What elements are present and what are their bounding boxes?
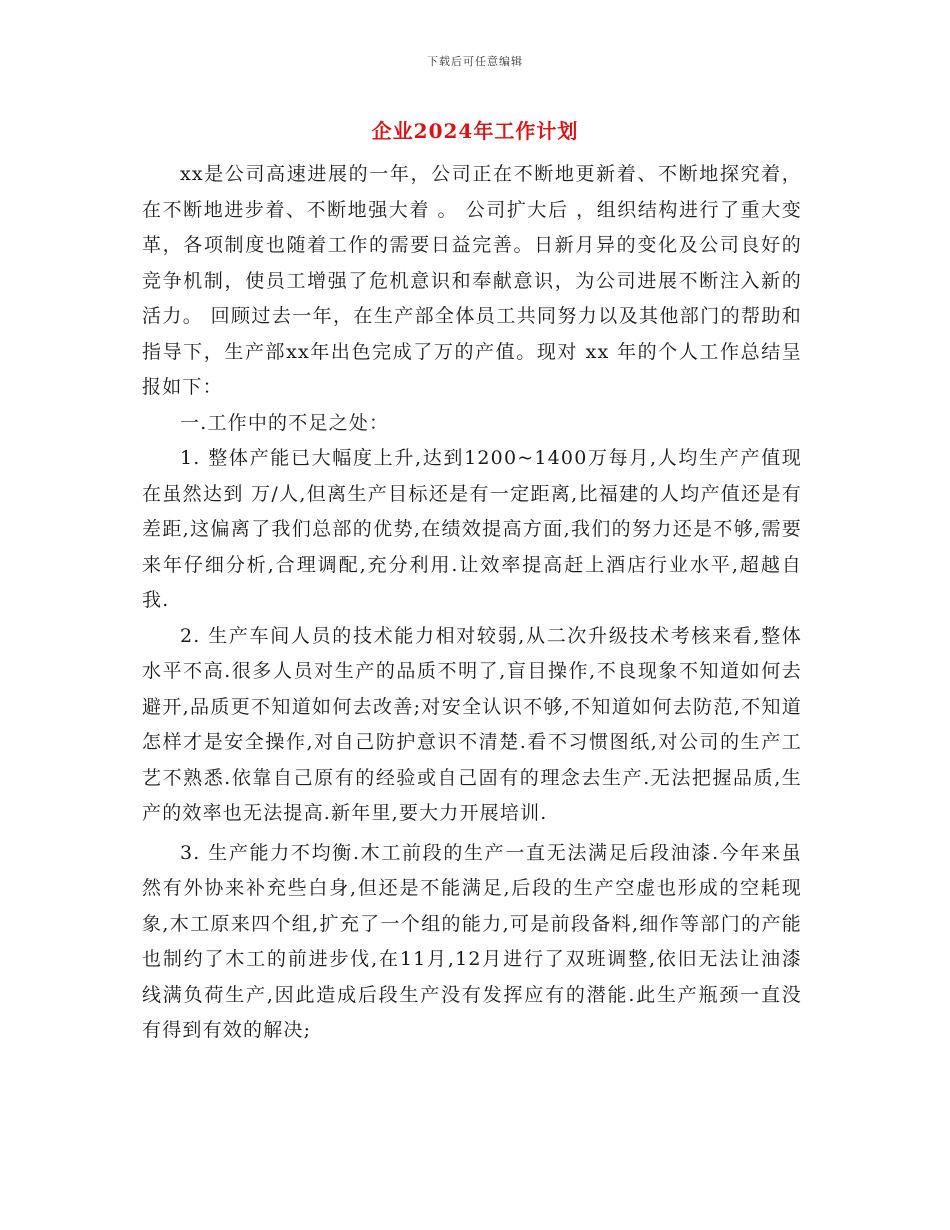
paragraph-intro: xx是公司高速进展的一年，公司正在不断地更新着、不断地探究着，在不断地进步着、不断地强大着 。 公司扩大后 ，组织结构进行了重大变革，各项制度也随着工作的需要日益完善。日新月异的变化及公司良好的竞争机制，使员工增强了危机意识和奉献意识，为公司进展不断注入新的活力。 回顾过去一年，在生产部全体员工共同努力以及其他部门的帮助和指导下，生产部xx年出色完成了万的产值。现对 xx 年的个人工作总结呈报如下：: [142, 163, 802, 398]
paragraph-item-1: 1. 整体产能已大幅度上升,达到1200~1400万每月,人均生产产值现在虽然达到 万/人,但离生产目标还是有一定距离,比福建的人均产值还是有差距,这偏离了我们总部的优势,在绩效提高方面,我们的努力还是不够,需要来年仔细分析,合理调配,充分利用.让效率提高赶上酒店行业水平,超越自我.: [142, 447, 802, 611]
document-body: [142, 157, 802, 1049]
header-note: 下载后可任意编辑: [427, 55, 523, 68]
paragraph-item-2: 2. 生产车间人员的技术能力相对较弱,从二次升级技术考核来看,整体水平不高.很多人员对生产的品质不明了,盲目操作,不良现象不知道如何去避开,品质更不知道如何去改善;对安全认识不够,不知道如何去防范,不知道怎样才是安全操作,对自己防护意识不清楚.看不习惯图纸,对公司的生产工艺不熟悉.依靠自己原有的经验或自己固有的理念去生产.无法把握品质,生产的效率也无法提高.新年里,要大力开展培训.: [142, 624, 802, 824]
section-heading-shortcomings: 一.工作中的不足之处：: [180, 411, 390, 434]
paragraph-item-3: 3. 生产能力不均衡.木工前段的生产一直无法满足后段油漆.今年来虽然有外协来补充些白身,但还是不能满足,后段的生产空虚也形成的空耗现象,木工原来四个组,扩充了一个组的能力,可是前段备料,细作等部门的产能也制约了木工的前进步伐,在11月,12月进行了双班调整,依旧无法让油漆线满负荷生产,因此造成后段生产没有发挥应有的潜能.此生产瓶颈一直没有得到有效的解决;: [142, 841, 802, 1041]
document-title: 企业2024年工作计划: [371, 119, 579, 143]
